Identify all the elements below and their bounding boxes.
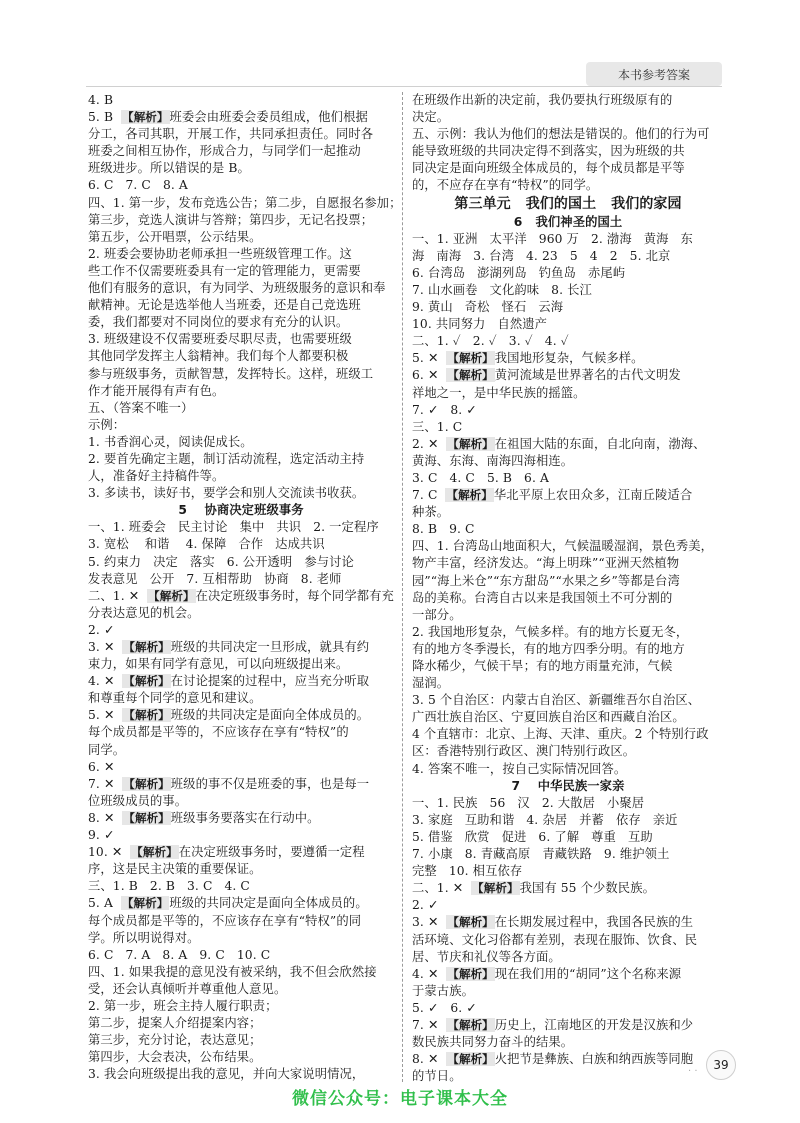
answer-line <box>412 1068 724 1085</box>
line-text: 4. 答案不唯一，按自己实际情况回答。 <box>412 761 627 776</box>
answer-line <box>88 605 394 622</box>
answer-line <box>88 229 394 246</box>
line-text: 第四步，大会表决，公布结果。 <box>88 1050 262 1065</box>
line-text: 5. ✕ <box>88 708 123 723</box>
explanation-text: 班级的共同决定是面向全体成员的。 <box>169 896 368 911</box>
right-column <box>412 92 724 1085</box>
line-text: 3. ✕ <box>88 640 123 654</box>
answer-line <box>412 829 724 846</box>
answer-line <box>88 673 394 690</box>
line-text: 7. 小康 8. 青藏高原 青藏铁路 9. 维护领土 <box>412 847 670 862</box>
answer-line <box>412 248 724 265</box>
line-text: 分工，各司其职，开展工作，共同承担责任。同时各 <box>88 127 374 142</box>
line-text: 第三步，竞选人演讲与答辩；第四步，无记名投票； <box>88 212 374 227</box>
explanation-label: 【解析】 <box>123 776 170 791</box>
explanation-label: 【解析】 <box>148 588 195 603</box>
line-text: 和尊重每个同学的意见和建议。 <box>88 691 262 706</box>
answer-line <box>88 92 394 109</box>
line-text: 7 中华民族一家亲 <box>511 778 625 793</box>
answer-line <box>412 160 724 177</box>
line-text: 班级进步。所以错误的是 B。 <box>88 161 250 176</box>
header-divider <box>86 86 722 87</box>
answer-line <box>88 246 394 263</box>
explanation-text: 火把节是彝族、白族和纳西族等同胞 <box>494 1052 694 1067</box>
answer-line <box>412 675 724 692</box>
line-text: 4. ✕ <box>412 966 447 981</box>
line-text: 四、1. 如果我提的意见没有被采纳，我不但会欣然接 <box>88 964 377 979</box>
explanation-label: 【解析】 <box>447 915 494 930</box>
answer-line <box>88 827 394 844</box>
explanation-label: 【解析】 <box>447 1017 494 1032</box>
section-heading <box>412 214 724 231</box>
answer-line <box>412 590 724 607</box>
line-text: 学。所以明说得对。 <box>88 930 200 945</box>
answer-line <box>88 109 394 126</box>
explanation-label: 【解析】 <box>447 1052 494 1067</box>
explanation-label: 【解析】 <box>121 896 169 911</box>
answer-line <box>412 367 724 384</box>
answer-line <box>88 417 394 434</box>
line-text: 参与班级事务，贡献智慧，发挥特长。这样，班级工 <box>88 366 374 381</box>
answer-line <box>88 434 394 451</box>
line-text: 束力，如果有同学有意见，可以向班级提出来。 <box>88 657 349 672</box>
line-text: 6. 台湾岛 澎湖列岛 钓鱼岛 赤尾屿 <box>412 265 626 280</box>
answer-line <box>412 1051 724 1068</box>
line-text: 8. B 9. C <box>412 522 475 537</box>
answer-line <box>412 880 724 897</box>
explanation-label: 【解析】 <box>447 966 494 981</box>
explanation-text: 历史上，江南地区的开发是汉族和少 <box>494 1017 694 1032</box>
explanation-label: 【解析】 <box>123 708 170 723</box>
line-text: 作才能开展得有声有色。 <box>88 383 225 398</box>
line-text: 二、1. ✕ <box>88 588 148 603</box>
line-text: 二、1. ✓ 2. ✓ 3. ✓ 4. ✓ <box>412 334 569 349</box>
line-text: 5. ✕ <box>412 351 447 366</box>
line-text: 5. 借鉴 欣赏 促进 6. 了解 尊重 互助 <box>412 829 653 844</box>
answer-line <box>412 521 724 538</box>
answer-line <box>88 143 394 160</box>
answer-line <box>88 383 394 400</box>
explanation-text: 在讨论提案的过程中，应当充分听取 <box>170 674 370 689</box>
answer-line <box>412 897 724 914</box>
line-text: 第五步，公开唱票，公示结果。 <box>88 229 262 244</box>
answer-line <box>412 282 724 299</box>
answer-line <box>412 624 724 641</box>
line-text: 完整 10. 相互依存 <box>412 864 523 879</box>
explanation-text: 华北平原上农田众多，江南丘陵适合 <box>493 488 693 503</box>
line-text: 1. 书香润心灵，阅读促成长。 <box>88 434 253 449</box>
line-text: 的，不应存在享有“特权”的同学。 <box>412 178 599 193</box>
line-text: 数民族共同努力奋斗的结果。 <box>412 1035 574 1050</box>
section-heading <box>88 502 394 519</box>
explanation-text: 在祖国大陆的东面，自北向南，渤海、 <box>494 436 706 451</box>
answer-line <box>412 641 724 658</box>
answer-line <box>412 607 724 624</box>
answer-line <box>412 795 724 812</box>
line-text: 四、1. 台湾岛山地面积大，气候温暖湿润，景色秀美， <box>412 539 714 554</box>
line-text: 二、1. ✕ <box>412 881 472 896</box>
answer-line <box>88 1032 394 1049</box>
line-text: 物产丰富，经济发达。“海上明珠”“亚洲天然植物 <box>412 556 680 571</box>
answer-line <box>88 314 394 331</box>
section-heading <box>412 195 724 214</box>
explanation-label: 【解析】 <box>131 845 178 860</box>
explanation-text: 班级的事不仅是班委的事，也是每一 <box>170 776 370 791</box>
answer-line <box>88 810 394 827</box>
answer-line <box>88 212 394 229</box>
answer-line <box>88 895 394 912</box>
answer-line <box>88 160 394 177</box>
section-heading <box>412 778 724 795</box>
line-text: 分表达意见的机会。 <box>88 605 200 620</box>
line-text: 班委之间相互协作，形成合力，与同学们一起推动 <box>88 144 361 159</box>
line-text: 广西壮族自治区、宁夏回族自治区和西藏自治区。 <box>412 710 685 725</box>
answer-line <box>412 726 724 743</box>
answer-line <box>412 949 724 966</box>
line-text: 6. C 7. C 8. A <box>88 178 188 193</box>
answer-line <box>412 932 724 949</box>
line-text: 发表意见 公开 7. 互相帮助 协商 8. 老师 <box>88 571 342 586</box>
explanation-text: 班级的共同决定一旦形成，就具有约 <box>170 640 370 654</box>
line-text: 5. ✓ 6. ✓ <box>412 1000 477 1015</box>
answer-line <box>412 692 724 709</box>
answer-line <box>88 1015 394 1032</box>
line-text: 一、1. 亚洲 太平洋 960 万 2. 渤海 黄海 东 <box>412 231 693 246</box>
answer-line <box>88 280 394 297</box>
line-text: 6 我们神圣的国土 <box>513 214 623 229</box>
answer-line <box>412 453 724 470</box>
answer-line <box>88 126 394 143</box>
line-text: 五、示例：我认为他们的想法是错误的。他们的行为可 <box>412 127 710 142</box>
answer-line <box>88 177 394 194</box>
answer-line <box>88 400 394 417</box>
line-text: 8. ✕ <box>412 1052 447 1067</box>
explanation-label: 【解析】 <box>447 351 494 366</box>
line-text: 居、节庆和礼仪等各方面。 <box>412 949 561 964</box>
answer-line <box>88 964 394 981</box>
answer-line <box>412 709 724 726</box>
line-text: 海 南海 3. 台湾 4. 23 5 4 2 5. 北京 <box>412 248 671 263</box>
explanation-text: 班级的共同决定是面向全体成员的。 <box>170 708 370 723</box>
answer-line <box>88 844 394 861</box>
answer-line <box>88 622 394 639</box>
line-text: 于蒙古族。 <box>412 983 474 998</box>
answer-line <box>412 126 724 143</box>
line-text: 三、1. C <box>412 419 463 434</box>
answer-line <box>88 793 394 810</box>
answer-line <box>412 1000 724 1017</box>
answer-line <box>412 265 724 282</box>
line-text: 受，还会认真倾听并尊重他人意见。 <box>88 981 287 996</box>
line-text: 8. ✕ <box>88 810 123 825</box>
line-text: 序，这是民主决策的重要保证。 <box>88 862 262 877</box>
line-text: 3. 家庭 互助和谐 4. 杂居 并蓄 依存 亲近 <box>412 812 678 827</box>
answer-line <box>412 573 724 590</box>
explanation-label: 【解析】 <box>472 881 519 896</box>
answer-line <box>412 299 724 316</box>
answer-line <box>412 966 724 983</box>
line-text: 在班级作出新的决定前，我仍要执行班级原有的 <box>412 93 673 107</box>
line-text: 献精神。无论是选举他人当班委，还是自己竞选班 <box>88 298 361 313</box>
line-text: 四、1. 第一步，发布竞选公告；第二步，自愿报名参加； <box>88 195 402 210</box>
line-text: 3. 我会向班级提出我的意见，并向大家说明情况， <box>88 1067 365 1082</box>
answer-line <box>88 998 394 1015</box>
answer-line <box>88 485 394 502</box>
explanation-text: 我国有 55 个少数民族。 <box>519 881 655 896</box>
answer-line <box>412 761 724 778</box>
line-text: 5. A <box>88 896 121 911</box>
line-text: 2. 我国地形复杂，气候多样。有的地方长夏无冬， <box>412 624 689 639</box>
answer-line <box>412 470 724 487</box>
line-text: 人，准备好主持稿件等。 <box>88 469 225 484</box>
answer-line <box>88 776 394 793</box>
answer-line <box>88 366 394 383</box>
line-text: 每个成员都是平等的，不应该存在享有“特权”的同 <box>88 913 362 928</box>
line-text: 有的地方冬季漫长，有的地方四季分明。有的地方 <box>412 641 685 656</box>
line-text: 种茶。 <box>412 505 450 520</box>
answer-line <box>412 231 724 248</box>
header-label: 本书参考答案 <box>586 62 722 86</box>
answer-line <box>412 658 724 675</box>
answer-line <box>412 743 724 760</box>
line-text: 7. C <box>412 488 446 503</box>
answer-line <box>88 981 394 998</box>
line-text: 祥地之一，是中华民族的摇篮。 <box>412 385 586 400</box>
line-text: 9. ✓ <box>88 828 115 843</box>
answer-line <box>412 812 724 829</box>
answer-line <box>88 536 394 553</box>
line-text: 湿润。 <box>412 676 450 691</box>
line-text: 第三单元 我们的国土 我们的家园 <box>454 195 682 212</box>
line-text: 园”“海上米仓”“东方甜岛”“水果之乡”等都是台湾 <box>412 573 680 588</box>
line-text: 7. ✕ <box>412 1017 447 1032</box>
line-text: 其他同学发挥主人翁精神。我们每个人都要积极 <box>88 349 349 364</box>
answer-line <box>412 538 724 555</box>
answer-line <box>412 863 724 880</box>
explanation-text: 我国地形复杂，气候多样。 <box>494 351 644 366</box>
line-text: 7. ✕ <box>88 776 123 791</box>
line-text: 活环境、文化习俗都有差别，表现在服饰、饮食、民 <box>412 932 698 947</box>
explanation-text: 在决定班级事务时，要遵循一定程 <box>178 845 365 860</box>
line-text: 的节日。 <box>412 1069 462 1084</box>
line-text: 3. 宽松 和谐 4. 保障 合作 达成共识 <box>88 537 325 552</box>
line-text: 每个成员都是平等的，不应该存在享有“特权”的 <box>88 725 349 740</box>
answer-line <box>88 930 394 947</box>
line-text: 一、1. 民族 56 汉 2. 大散居 小聚居 <box>412 795 645 810</box>
line-text: 委，我们都要对不同岗位的要求有充分的认识。 <box>88 315 349 330</box>
line-text: 6. ✕ <box>412 368 447 383</box>
explanation-text: 班级事务要落实在行动中。 <box>170 810 320 825</box>
answer-line <box>88 913 394 930</box>
line-text: 7. ✓ 8. ✓ <box>412 402 477 417</box>
line-text: 示例： <box>88 417 126 432</box>
answer-line <box>412 177 724 194</box>
answer-line <box>412 436 724 453</box>
answer-line <box>88 588 394 605</box>
line-text: 10. ✕ <box>88 845 131 860</box>
line-text: 5. 约束力 决定 落实 6. 公开透明 参与讨论 <box>88 554 354 569</box>
explanation-label: 【解析】 <box>122 110 169 125</box>
answer-line <box>88 639 394 656</box>
answer-line <box>412 92 724 109</box>
line-text: 6. C 7. A 8. A 9. C 10. C <box>88 947 271 962</box>
answer-line <box>88 263 394 280</box>
explanation-text: 在决定班级事务时，每个同学都有充 <box>195 588 394 603</box>
answer-line <box>88 878 394 895</box>
answer-line <box>88 195 402 212</box>
line-text: 2. 要首先确定主题，制订活动流程，选定活动主持 <box>88 451 365 466</box>
line-text: 3. C 4. C 5. B 6. A <box>412 470 549 485</box>
answer-line <box>88 571 394 588</box>
answer-line <box>412 385 724 402</box>
answer-line <box>88 331 394 348</box>
line-text: 黄海、东海、南海四海相连。 <box>412 453 574 468</box>
answer-line <box>88 348 394 365</box>
explanation-label: 【解析】 <box>447 368 494 383</box>
answer-line <box>88 947 394 964</box>
line-text: 位班级成员的事。 <box>88 793 188 808</box>
answer-line <box>88 451 394 468</box>
column-divider <box>402 92 403 1082</box>
explanation-label: 【解析】 <box>447 436 494 451</box>
line-text: 一、1. 班委会 民主讨论 集中 共识 2. 一定程序 <box>88 520 379 535</box>
answer-line <box>412 504 724 521</box>
explanation-text: 现在我们用的“胡同”这个名称来源 <box>494 966 682 981</box>
answer-line <box>412 143 724 160</box>
line-text: 五、（答案不唯一） <box>88 400 194 415</box>
answer-line <box>412 1034 724 1051</box>
line-text: 4. B <box>88 93 114 107</box>
answer-line <box>412 846 724 863</box>
answer-line <box>88 742 394 759</box>
answer-line <box>88 724 394 741</box>
answer-line <box>88 519 394 536</box>
answer-line <box>88 861 394 878</box>
answer-line <box>412 487 724 504</box>
explanation-label: 【解析】 <box>123 674 170 689</box>
line-text: 10. 共同努力 自然遗产 <box>412 317 548 332</box>
line-text: 4. ✕ <box>88 674 123 689</box>
answer-line <box>88 468 394 485</box>
line-text: 能导致班级的共同决定得不到落实，因为班级的共 <box>412 144 685 159</box>
line-text: 些工作不仅需要班委具有一定的管理能力，更需要 <box>88 263 361 278</box>
line-text: 第三步，充分讨论，表达意见； <box>88 1033 262 1048</box>
answer-line <box>88 1049 394 1066</box>
watermark: 微信公众号：电子课本大全 <box>292 1089 508 1109</box>
answer-line <box>88 656 394 673</box>
answer-line <box>412 402 724 419</box>
answer-line <box>412 316 724 333</box>
line-text: 一部分。 <box>412 607 462 622</box>
left-column <box>88 92 402 1083</box>
answer-line <box>88 707 394 724</box>
answer-line <box>88 554 394 571</box>
line-text: 同学。 <box>88 742 126 757</box>
answer-line <box>88 759 394 776</box>
page-number: 39 <box>706 1050 736 1080</box>
answer-line <box>88 1066 394 1083</box>
answer-line <box>412 333 724 350</box>
line-text: 5 协商决定班级事务 <box>178 503 304 518</box>
page-dots-decoration: · · <box>688 1066 698 1077</box>
line-text: 2. ✕ <box>412 436 447 451</box>
answer-line <box>412 983 724 1000</box>
line-text: 2. ✓ <box>88 622 115 637</box>
line-text: 他们有服务的意识，有为同学、为班级服务的意识和奉 <box>88 281 386 296</box>
line-text: 7. 山水画卷 文化韵味 8. 长江 <box>412 282 592 297</box>
line-text: 降水稀少，气候干旱；有的地方雨量充沛，气候 <box>412 659 673 673</box>
explanation-label: 【解析】 <box>446 488 493 503</box>
explanation-text: 黄河流域是世界著名的古代文明发 <box>494 368 681 383</box>
line-text: 2. 第一步，班会主持人履行职责； <box>88 998 278 1013</box>
answer-line <box>412 350 724 367</box>
line-text: 3. 5 个自治区：内蒙古自治区、新疆维吾尔自治区、 <box>412 693 701 708</box>
line-text: 决定。 <box>412 110 450 125</box>
line-text: 6. ✕ <box>88 759 115 774</box>
line-text: 同决定是面向班级全体成员的，每个成员都是平等 <box>412 161 685 176</box>
explanation-label: 【解析】 <box>123 810 170 825</box>
explanation-text: 在长期发展过程中，我国各民族的生 <box>494 915 694 930</box>
answer-line <box>412 419 724 436</box>
line-text: 3. 班级建设不仅需要班委尽职尽责，也需要班级 <box>88 332 352 347</box>
explanation-label: 【解析】 <box>123 640 170 654</box>
line-text: 第二步，提案人介绍提案内容； <box>88 1016 262 1031</box>
answer-line <box>88 690 394 707</box>
line-text: 2. 班委会要协助老师承担一些班级管理工作。这 <box>88 246 352 261</box>
line-text: 5. B <box>88 110 122 125</box>
line-text: 区：香港特别行政区、澳门特别行政区。 <box>412 744 636 759</box>
answer-line <box>88 297 394 314</box>
line-text: 3. 多读书，读好书，要学会和别人交流读书收获。 <box>88 486 365 501</box>
line-text: 岛的美称。台湾自古以来是我国领土不可分割的 <box>412 590 673 605</box>
line-text: 2. ✓ <box>412 898 439 913</box>
answer-line <box>412 914 724 931</box>
answer-line <box>412 555 724 572</box>
line-text: 9. 黄山 奇松 怪石 云海 <box>412 300 564 315</box>
line-text: 3. ✕ <box>412 915 447 930</box>
answer-line <box>412 109 724 126</box>
line-text: 三、1. B 2. B 3. C 4. C <box>88 879 250 894</box>
answer-line <box>412 1017 724 1034</box>
explanation-text: 班委会由班委会委员组成，他们根据 <box>169 110 368 125</box>
line-text: 4 个直辖市：北京、上海、天津、重庆。2 个特别行政 <box>412 727 709 742</box>
